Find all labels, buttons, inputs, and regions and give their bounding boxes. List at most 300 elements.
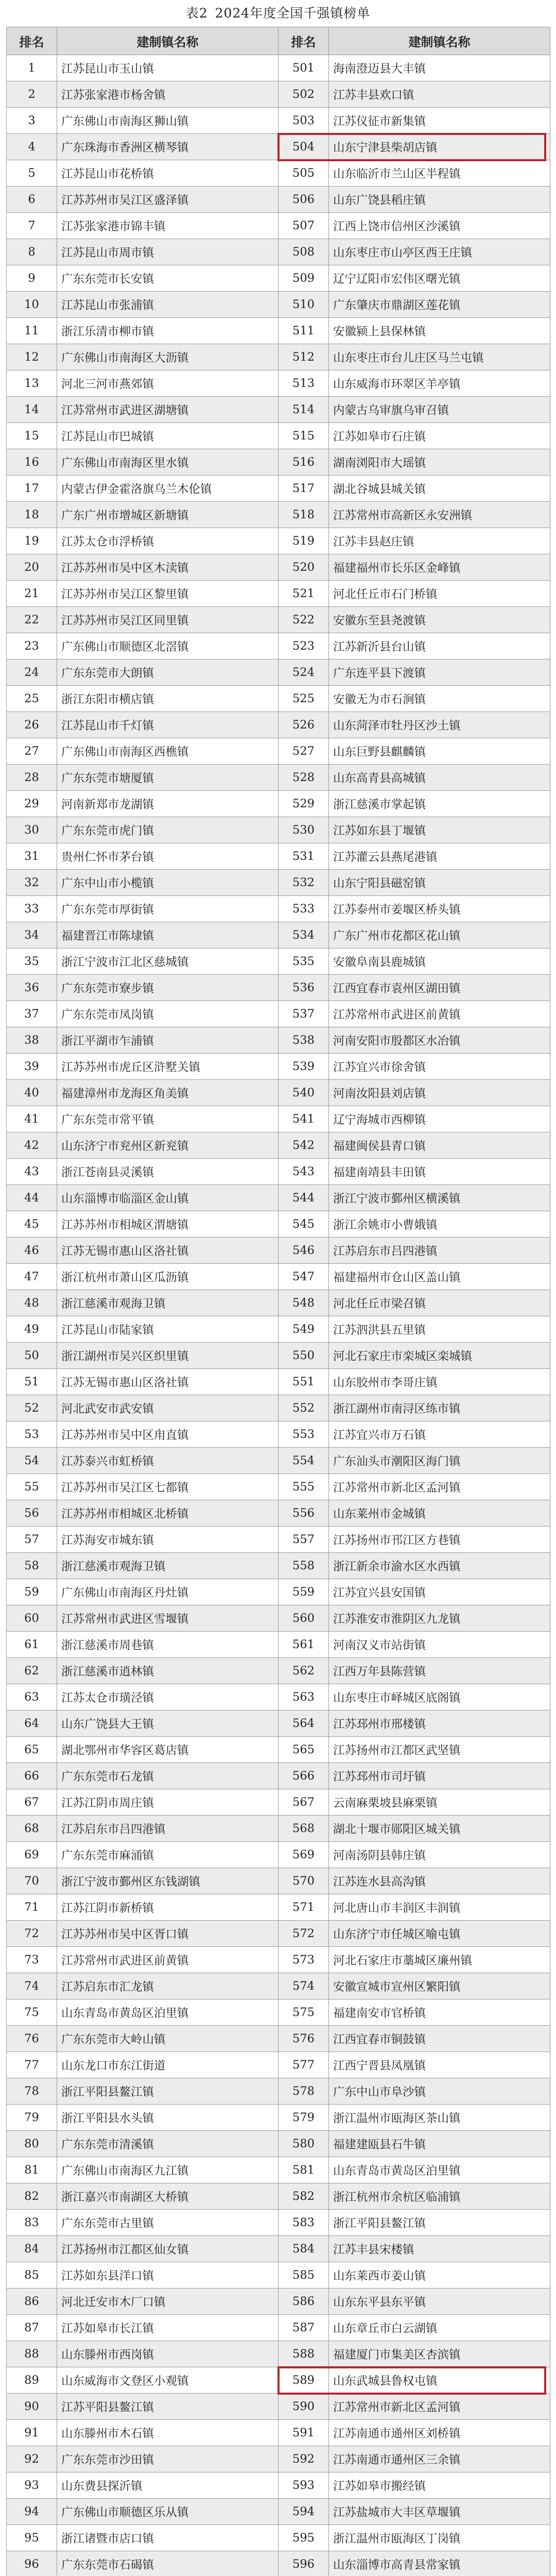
- rank-cell: 36: [7, 975, 57, 1001]
- town-name-cell: 云南麻栗坡县麻栗镇: [329, 1789, 550, 1816]
- town-name-cell: 浙江慈溪市周巷镇: [57, 1632, 279, 1658]
- rank-cell: 69: [7, 1842, 57, 1868]
- rank-cell: 592: [279, 2446, 329, 2472]
- town-name-cell: 河北任丘市石门桥镇: [329, 581, 550, 607]
- rank-cell: 91: [7, 2420, 57, 2446]
- rank-cell: 582: [279, 2183, 329, 2210]
- town-name-cell: 江西宁晋县凤凰镇: [329, 2052, 550, 2078]
- rank-cell: 37: [7, 1001, 57, 1027]
- table-row: [7, 633, 550, 659]
- rank-cell: 517: [279, 476, 329, 502]
- rank-cell: 568: [279, 1816, 329, 1842]
- rank-cell: 537: [279, 1001, 329, 1027]
- rank-cell: 16: [7, 449, 57, 476]
- table-row: [7, 239, 550, 265]
- rank-cell: 70: [7, 1868, 57, 1894]
- town-name-cell: 广东东莞市塘厦镇: [57, 765, 279, 791]
- rank-cell: 529: [279, 791, 329, 817]
- town-name-cell: 江苏新沂县台山镇: [329, 633, 550, 659]
- town-name-cell: 广东东莞市寮步镇: [57, 975, 279, 1001]
- town-name-cell: 江西宜春市铜鼓镇: [329, 2026, 550, 2052]
- town-name-cell: 海南澄迈县大丰镇: [329, 55, 550, 81]
- table-row: [7, 765, 550, 791]
- table-row: [7, 1500, 550, 1527]
- rank-cell: 509: [279, 265, 329, 292]
- rank-cell: 571: [279, 1894, 329, 1921]
- town-name-cell: 广东广州市花都区花山镇: [329, 922, 550, 948]
- town-name-cell: 河南安阳市殷都区水冶镇: [329, 1027, 550, 1054]
- town-name-cell: 江苏盐城市大丰区草堰镇: [329, 2499, 550, 2525]
- town-name-cell: 江西万年县陈营镇: [329, 1658, 550, 1684]
- table-row: [7, 843, 550, 870]
- rank-cell: 502: [279, 81, 329, 108]
- table-row: [7, 2236, 550, 2262]
- rank-cell: 538: [279, 1027, 329, 1054]
- town-name-cell: 安徽无为市石涧镇: [329, 686, 550, 712]
- header-rank-left: 排名: [7, 27, 57, 55]
- rank-cell: 15: [7, 423, 57, 449]
- rank-cell: 547: [279, 1264, 329, 1290]
- town-name-cell: 广东佛山市南海区里水镇: [57, 449, 279, 476]
- rank-cell: 43: [7, 1159, 57, 1185]
- rank-cell: 96: [7, 2551, 57, 2576]
- town-name-cell: 辽宁辽阳市宏伟区曙光镇: [329, 265, 550, 292]
- table-row: [7, 2105, 550, 2131]
- town-name-cell: 江苏常州市新北区孟河镇: [329, 1474, 550, 1500]
- table-row: [7, 975, 550, 1001]
- town-name-cell: 广东肇庆市鼎湖区莲花镇: [329, 292, 550, 318]
- town-name-cell: 广东东莞市石龙镇: [57, 1763, 279, 1789]
- town-name-cell: 山东枣庄市山亭区西王庄镇: [329, 239, 550, 265]
- table-row: [7, 1132, 550, 1159]
- town-name-cell: 广东东莞市常平镇: [57, 1106, 279, 1132]
- town-name-cell: 山东淄博市高青县常家镇: [329, 2551, 550, 2576]
- rank-cell: 26: [7, 712, 57, 738]
- town-name-cell: 浙江慈溪市观海卫镇: [57, 1290, 279, 1316]
- table-row: [7, 134, 550, 160]
- town-name-cell: 山东武城县鲁权屯镇: [329, 2367, 550, 2394]
- rank-cell: 55: [7, 1474, 57, 1500]
- rank-cell: 575: [279, 1999, 329, 2026]
- rank-cell: 6: [7, 187, 57, 213]
- rank-cell: 60: [7, 1605, 57, 1632]
- rank-cell: 591: [279, 2420, 329, 2446]
- town-name-cell: 江苏启东市吕四港镇: [57, 1816, 279, 1842]
- rank-cell: 86: [7, 2289, 57, 2315]
- table-row: [7, 1474, 550, 1500]
- town-name-cell: 山东枣庄市峄城区底阁镇: [329, 1684, 550, 1710]
- town-name-cell: 山东威海市文登区小观镇: [57, 2367, 279, 2394]
- town-name-cell: 山东枣庄市台儿庄区马兰屯镇: [329, 344, 550, 370]
- rank-cell: 595: [279, 2525, 329, 2551]
- rank-cell: 561: [279, 1632, 329, 1658]
- rank-cell: 27: [7, 738, 57, 765]
- table-row: [7, 370, 550, 397]
- rank-cell: 526: [279, 712, 329, 738]
- rank-cell: 528: [279, 765, 329, 791]
- rank-cell: 29: [7, 791, 57, 817]
- town-name-cell: 江苏连水县高沟镇: [329, 1868, 550, 1894]
- table-row: [7, 1710, 550, 1737]
- rank-cell: 542: [279, 1132, 329, 1159]
- rank-cell: 30: [7, 817, 57, 843]
- town-name-cell: 江苏张家港市锦丰镇: [57, 213, 279, 239]
- town-name-cell: 湖北谷城县城关镇: [329, 476, 550, 502]
- town-name-cell: 贵州仁怀市茅台镇: [57, 843, 279, 870]
- rank-cell: 46: [7, 1238, 57, 1264]
- town-name-cell: 广东中山市小榄镇: [57, 870, 279, 896]
- table-row: [7, 2289, 550, 2315]
- table-row: [7, 2210, 550, 2236]
- town-name-cell: 江苏启东市汇龙镇: [57, 1973, 279, 1999]
- rank-cell: 40: [7, 1080, 57, 1106]
- town-name-cell: 河北唐山市丰润区丰润镇: [329, 1894, 550, 1921]
- town-name-cell: 福建闽侯县青口镇: [329, 1132, 550, 1159]
- rank-cell: 81: [7, 2157, 57, 2183]
- table-row: [7, 1395, 550, 1421]
- table-row: [7, 2551, 550, 2576]
- town-name-cell: 江苏南通市通州区三余镇: [329, 2446, 550, 2472]
- table-row: [7, 502, 550, 528]
- rank-cell: 556: [279, 1500, 329, 1527]
- town-name-cell: 江苏扬州市邗江区方巷镇: [329, 1527, 550, 1553]
- town-name-cell: 河北任丘市梁召镇: [329, 1290, 550, 1316]
- rank-cell: 54: [7, 1448, 57, 1474]
- rank-cell: 525: [279, 686, 329, 712]
- table-row: [7, 1605, 550, 1632]
- town-name-cell: 广东佛山市南海区九江镇: [57, 2157, 279, 2183]
- rank-cell: 520: [279, 554, 329, 581]
- town-name-cell: 山东广饶县大王镇: [57, 1710, 279, 1737]
- rank-cell: 13: [7, 370, 57, 397]
- town-name-cell: 江苏如皋市搬经镇: [329, 2472, 550, 2499]
- town-name-cell: 山东青岛市黄岛区泊里镇: [329, 2157, 550, 2183]
- rank-cell: 28: [7, 765, 57, 791]
- table-row: [7, 1159, 550, 1185]
- table-row: [7, 2157, 550, 2183]
- rank-cell: 74: [7, 1973, 57, 1999]
- town-name-cell: 浙江温州市瓯海区茶山镇: [329, 2105, 550, 2131]
- rank-cell: 82: [7, 2183, 57, 2210]
- town-name-cell: 河北迁安市木厂口镇: [57, 2289, 279, 2315]
- rank-cell: 79: [7, 2105, 57, 2131]
- rank-cell: 560: [279, 1605, 329, 1632]
- rank-cell: 554: [279, 1448, 329, 1474]
- rank-cell: 512: [279, 344, 329, 370]
- table-row: [7, 1553, 550, 1579]
- town-name-cell: 福建福州市长乐区金峰镇: [329, 554, 550, 581]
- town-name-cell: 浙江慈溪市逍林镇: [57, 1658, 279, 1684]
- table-row: [7, 160, 550, 187]
- rank-cell: 577: [279, 2052, 329, 2078]
- table-row: [7, 1894, 550, 1921]
- rank-cell: 515: [279, 423, 329, 449]
- town-name-cell: 江苏苏州市吴中区木渎镇: [57, 554, 279, 581]
- table-row: [7, 1106, 550, 1132]
- town-name-cell: 山东巨野县麒麟镇: [329, 738, 550, 765]
- rank-cell: 95: [7, 2525, 57, 2551]
- town-name-cell: 浙江宁波市江北区慈城镇: [57, 948, 279, 975]
- town-name-cell: 广东东莞市古里镇: [57, 2210, 279, 2236]
- table-row: [7, 1421, 550, 1448]
- ranking-body: [7, 55, 550, 2576]
- rank-cell: 593: [279, 2472, 329, 2499]
- town-name-cell: 广东佛山市南海区丹灶镇: [57, 1579, 279, 1605]
- town-name-cell: 安徽颍上县保林镇: [329, 318, 550, 344]
- town-name-cell: 江苏南通市通州区刘桥镇: [329, 2420, 550, 2446]
- town-name-cell: 广东佛山市顺德区北滘镇: [57, 633, 279, 659]
- town-name-cell: 广东东莞市厚街镇: [57, 896, 279, 922]
- rank-cell: 73: [7, 1947, 57, 1973]
- town-name-cell: 江苏平阳县鳌江镇: [57, 2394, 279, 2420]
- town-name-cell: 江苏张家港市杨舍镇: [57, 81, 279, 108]
- town-name-cell: 山东滕州市木石镇: [57, 2420, 279, 2446]
- rank-cell: 590: [279, 2394, 329, 2420]
- town-name-cell: 江苏如东县丁堰镇: [329, 817, 550, 843]
- town-name-cell: 安徽阜南县鹿城镇: [329, 948, 550, 975]
- town-name-cell: 江苏灌云县燕尾港镇: [329, 843, 550, 870]
- rank-cell: 536: [279, 975, 329, 1001]
- rank-cell: 585: [279, 2262, 329, 2289]
- table-row: [7, 2131, 550, 2157]
- rank-cell: 596: [279, 2551, 329, 2576]
- rank-cell: 59: [7, 1579, 57, 1605]
- town-name-cell: 江苏仪征市新集镇: [329, 108, 550, 134]
- town-name-cell: 山东东平县东平镇: [329, 2289, 550, 2315]
- town-name-cell: 浙江慈溪市观海卫镇: [57, 1553, 279, 1579]
- town-name-cell: 江苏如皋市长江镇: [57, 2315, 279, 2341]
- town-name-cell: 广东东莞市沙田镇: [57, 2446, 279, 2472]
- town-name-cell: 广东佛山市南海区狮山镇: [57, 108, 279, 134]
- rank-cell: 64: [7, 1710, 57, 1737]
- town-name-cell: 江苏常州市武进区雪堰镇: [57, 1605, 279, 1632]
- town-name-cell: 江苏泰兴市虹桥镇: [57, 1448, 279, 1474]
- rank-cell: 572: [279, 1921, 329, 1947]
- town-name-cell: 江苏苏州市吴江区黎里镇: [57, 581, 279, 607]
- table-row: [7, 1185, 550, 1211]
- rank-cell: 573: [279, 1947, 329, 1973]
- rank-cell: 4: [7, 134, 57, 160]
- town-name-cell: 江苏邳州市邢楼镇: [329, 1710, 550, 1737]
- town-name-cell: 浙江平湖市乍浦镇: [57, 1027, 279, 1054]
- town-name-cell: 浙江余姚市小曹娥镇: [329, 1211, 550, 1238]
- rank-cell: 535: [279, 948, 329, 975]
- rank-cell: 77: [7, 2052, 57, 2078]
- table-row: [7, 817, 550, 843]
- rank-cell: 2: [7, 81, 57, 108]
- rank-cell: 513: [279, 370, 329, 397]
- rank-cell: 65: [7, 1737, 57, 1763]
- rank-cell: 539: [279, 1054, 329, 1080]
- rank-cell: 527: [279, 738, 329, 765]
- rank-cell: 576: [279, 2026, 329, 2052]
- rank-cell: 504: [279, 134, 329, 160]
- rank-cell: 56: [7, 1500, 57, 1527]
- town-name-cell: 辽宁海城市西柳镇: [329, 1106, 550, 1132]
- rank-cell: 83: [7, 2210, 57, 2236]
- town-name-cell: 山东威海市环翠区羊亭镇: [329, 370, 550, 397]
- town-name-cell: 江苏昆山市玉山镇: [57, 55, 279, 81]
- table-row: [7, 423, 550, 449]
- rank-cell: 44: [7, 1185, 57, 1211]
- table-row: [7, 1211, 550, 1238]
- town-name-cell: 山东龙口市东江街道: [57, 2052, 279, 2078]
- rank-cell: 38: [7, 1027, 57, 1054]
- town-name-cell: 河北三河市燕郊镇: [57, 370, 279, 397]
- table-row: [7, 1080, 550, 1106]
- town-name-cell: 江苏昆山市花桥镇: [57, 160, 279, 187]
- rank-cell: 521: [279, 581, 329, 607]
- rank-cell: 19: [7, 528, 57, 554]
- rank-cell: 84: [7, 2236, 57, 2262]
- town-name-cell: 广东广州市增城区新塘镇: [57, 502, 279, 528]
- rank-cell: 544: [279, 1185, 329, 1211]
- town-name-cell: 山东宁津县柴胡店镇: [329, 134, 550, 160]
- rank-cell: 42: [7, 1132, 57, 1159]
- table-row: [7, 1238, 550, 1264]
- rank-cell: 20: [7, 554, 57, 581]
- rank-cell: 552: [279, 1395, 329, 1421]
- town-name-cell: 浙江温州市瓯海区丁岗镇: [329, 2525, 550, 2551]
- table-row: [7, 896, 550, 922]
- town-name-cell: 福建晋江市陈埭镇: [57, 922, 279, 948]
- table-row: [7, 1343, 550, 1369]
- rank-cell: 508: [279, 239, 329, 265]
- table-row: [7, 659, 550, 686]
- rank-cell: 66: [7, 1763, 57, 1789]
- table-row: [7, 1921, 550, 1947]
- town-name-cell: 山东费县探沂镇: [57, 2472, 279, 2499]
- rank-cell: 3: [7, 108, 57, 134]
- table-row: [7, 55, 550, 81]
- town-name-cell: 内蒙古乌审旗乌审召镇: [329, 397, 550, 423]
- table-row: [7, 318, 550, 344]
- town-name-cell: 广东佛山市南海区西樵镇: [57, 738, 279, 765]
- table-row: [7, 1290, 550, 1316]
- table-row: [7, 712, 550, 738]
- town-name-cell: 山东菏泽市牡丹区沙土镇: [329, 712, 550, 738]
- town-name-cell: 江苏丰县欢口镇: [329, 81, 550, 108]
- town-name-cell: 江苏常州市高新区永安洲镇: [329, 502, 550, 528]
- town-name-cell: 山东济宁市兖州区新兖镇: [57, 1132, 279, 1159]
- rank-cell: 583: [279, 2210, 329, 2236]
- town-name-cell: 福建漳州市龙海区角美镇: [57, 1080, 279, 1106]
- town-name-cell: 浙江杭州市萧山区瓜沥镇: [57, 1264, 279, 1290]
- rank-cell: 584: [279, 2236, 329, 2262]
- town-name-cell: 江苏苏州市相城区北桥镇: [57, 1500, 279, 1527]
- town-name-cell: 浙江东阳市横店镇: [57, 686, 279, 712]
- town-name-cell: 江苏无锡市惠山区洛社镇: [57, 1369, 279, 1395]
- rank-cell: 546: [279, 1238, 329, 1264]
- table-row: [7, 791, 550, 817]
- rank-cell: 67: [7, 1789, 57, 1816]
- town-name-cell: 浙江湖州市南浔区练市镇: [329, 1395, 550, 1421]
- table-row: [7, 1448, 550, 1474]
- rank-cell: 579: [279, 2105, 329, 2131]
- rank-cell: 89: [7, 2367, 57, 2394]
- table-row: [7, 2367, 550, 2394]
- town-name-cell: 江苏宜兴市徐舍镇: [329, 1054, 550, 1080]
- town-name-cell: 河南汤阴县韩庄镇: [329, 1842, 550, 1868]
- rank-cell: 94: [7, 2499, 57, 2525]
- table-row: [7, 1973, 550, 1999]
- rank-cell: 503: [279, 108, 329, 134]
- rank-cell: 78: [7, 2078, 57, 2105]
- rank-cell: 518: [279, 502, 329, 528]
- rank-cell: 550: [279, 1343, 329, 1369]
- rank-cell: 533: [279, 896, 329, 922]
- town-name-cell: 江西宜春市袁州区湖田镇: [329, 975, 550, 1001]
- town-name-cell: 江苏苏州市吴江区同里镇: [57, 607, 279, 633]
- table-row: [7, 1816, 550, 1842]
- town-name-cell: 浙江平阳县鳌江镇: [329, 2210, 550, 2236]
- rank-cell: 587: [279, 2315, 329, 2341]
- rank-cell: 31: [7, 843, 57, 870]
- town-name-cell: 安徽宣城市宣州区繁阳镇: [329, 1973, 550, 1999]
- town-name-cell: 福建建瓯县石牛镇: [329, 2131, 550, 2157]
- rank-cell: 93: [7, 2472, 57, 2499]
- rank-cell: 563: [279, 1684, 329, 1710]
- rank-cell: 545: [279, 1211, 329, 1238]
- rank-cell: 594: [279, 2499, 329, 2525]
- table-row: [7, 397, 550, 423]
- rank-cell: 68: [7, 1816, 57, 1842]
- rank-cell: 17: [7, 476, 57, 502]
- town-name-cell: 广东东莞市长安镇: [57, 265, 279, 292]
- town-name-cell: 山东青岛市黄岛区泊里镇: [57, 1999, 279, 2026]
- rank-cell: 80: [7, 2131, 57, 2157]
- rank-cell: 519: [279, 528, 329, 554]
- town-name-cell: 山东高青县高城镇: [329, 765, 550, 791]
- town-name-cell: 浙江宁波市鄞州区横溪镇: [329, 1185, 550, 1211]
- town-name-cell: 浙江慈溪市掌起镇: [329, 791, 550, 817]
- caption-label: 表2: [185, 6, 208, 21]
- town-name-cell: 江苏苏州市吴江区七都镇: [57, 1474, 279, 1500]
- rank-cell: 570: [279, 1868, 329, 1894]
- table-row: [7, 1658, 550, 1684]
- rank-cell: 52: [7, 1395, 57, 1421]
- town-name-cell: 浙江平阳县鳌江镇: [57, 2078, 279, 2105]
- town-name-cell: 山东淄博市临淄区金山镇: [57, 1185, 279, 1211]
- rank-cell: 549: [279, 1316, 329, 1343]
- rank-cell: 564: [279, 1710, 329, 1737]
- header-name-left: 建制镇名称: [57, 27, 279, 55]
- town-name-cell: 广东东莞市清溪镇: [57, 2131, 279, 2157]
- caption-title: 2024年度全国千强镇榜单: [215, 6, 371, 21]
- rank-cell: 514: [279, 397, 329, 423]
- rank-cell: 76: [7, 2026, 57, 2052]
- rank-cell: 586: [279, 2289, 329, 2315]
- table-row: [7, 2499, 550, 2525]
- table-row: [7, 2420, 550, 2446]
- rank-cell: 47: [7, 1264, 57, 1290]
- town-name-cell: 江苏如东县洋口镇: [57, 2262, 279, 2289]
- town-name-cell: 河北石家庄市藁城区廉州镇: [329, 1947, 550, 1973]
- town-name-cell: 江苏海安市城东镇: [57, 1527, 279, 1553]
- town-name-cell: 江苏邳州市司圩镇: [329, 1763, 550, 1789]
- rank-cell: 589: [279, 2367, 329, 2394]
- rank-cell: 558: [279, 1553, 329, 1579]
- rank-cell: 35: [7, 948, 57, 975]
- rank-cell: 57: [7, 1527, 57, 1553]
- town-name-cell: 江苏常州市武进区湖塘镇: [57, 397, 279, 423]
- rank-cell: 507: [279, 213, 329, 239]
- town-name-cell: 山东莱州市金城镇: [329, 1500, 550, 1527]
- town-name-cell: 浙江诸暨市店口镇: [57, 2525, 279, 2551]
- town-name-cell: 江苏太仓市璜泾镇: [57, 1684, 279, 1710]
- rank-cell: 50: [7, 1343, 57, 1369]
- rank-cell: 71: [7, 1894, 57, 1921]
